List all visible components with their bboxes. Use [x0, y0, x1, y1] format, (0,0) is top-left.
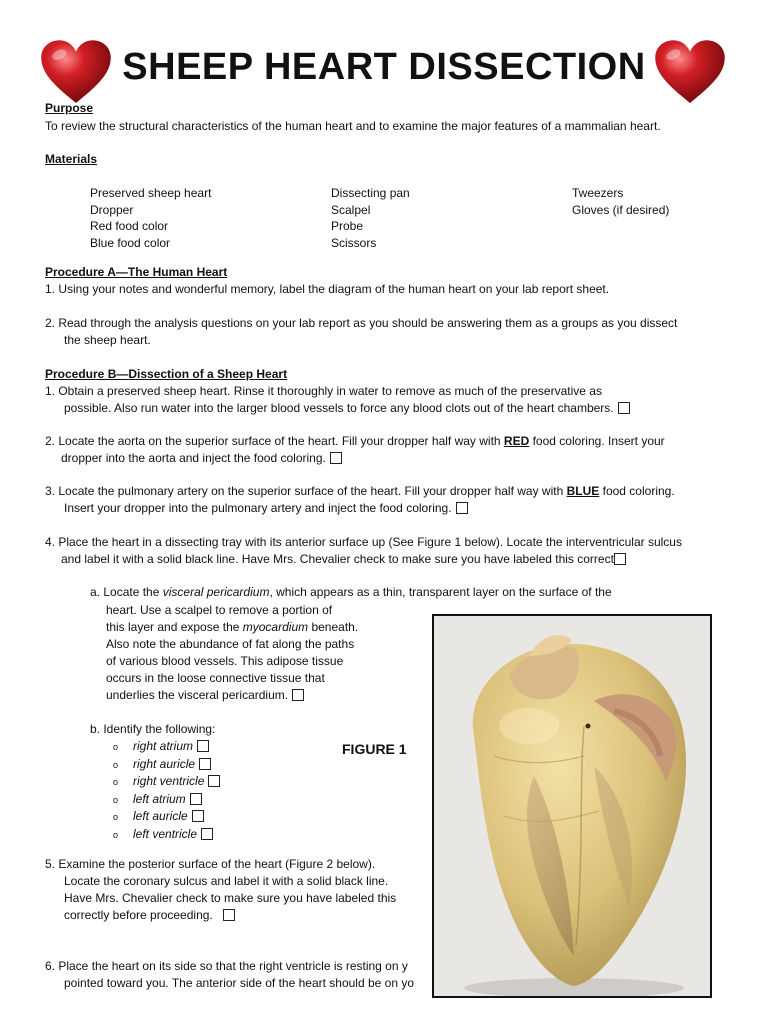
material-item: Red food color: [90, 219, 169, 233]
procedure-a-step-1: 1. Using your notes and wonderful memory, label the diagram of the human heart on your lab report sheet.: [45, 282, 610, 296]
step-4a-line: occurs in the loose connective tissue that: [106, 671, 325, 685]
checkbox[interactable]: [192, 810, 204, 822]
materials-column-2: [331, 185, 410, 251]
step-4a-line: underlies the visceral pericardium.: [106, 687, 304, 704]
checkbox[interactable]: [197, 740, 209, 752]
material-item: Blue food color: [90, 235, 171, 250]
step-5-line: Locate the coronary sulcus and label it with a solid black line.: [64, 874, 389, 888]
step-3: 3. Locate the pulmonary artery on the superior surface of the heart. Fill your dropper half way with BLUE food coloring.: [45, 484, 675, 498]
material-item: Dropper: [90, 202, 134, 217]
blue-emphasis: BLUE: [566, 484, 600, 498]
checkbox[interactable]: [618, 402, 630, 414]
purpose-text: To review the structural characteristics of the human heart and to examine the major features of a mammalian heart.: [45, 119, 661, 133]
step-5: 5. Examine the posterior surface of the heart (Figure 2 below).: [45, 857, 376, 871]
step-2-cont: dropper into the aorta and inject the food coloring.: [61, 450, 342, 467]
checkbox[interactable]: [614, 553, 626, 565]
step-5-line: correctly before proceeding.: [64, 907, 235, 924]
red-emphasis: RED: [503, 434, 530, 448]
procedure-a-step-2-cont: the sheep heart.: [64, 333, 151, 347]
material-item: Tweezers: [572, 186, 624, 200]
checkbox[interactable]: [456, 502, 468, 514]
step-4a-line: heart. Use a scalpel to remove a portion of: [106, 603, 333, 617]
figure-label: FIGURE 1: [342, 741, 407, 757]
procedure-a-step-2: 2. Read through the analysis questions on your lab report as you should be answering them as a groups as you dissect: [45, 316, 678, 330]
purpose-heading: Purpose: [45, 101, 94, 115]
checkbox[interactable]: [201, 828, 213, 840]
materials-column-1: [90, 185, 211, 251]
list-item: o right ventricle: [113, 773, 220, 791]
step-4b: b. Identify the following:: [90, 722, 216, 736]
checkbox[interactable]: [330, 452, 342, 464]
step-6: 6. Place the heart on its side so that the right ventricle is resting on y: [45, 959, 408, 973]
step-4a-line: of various blood vessels. This adipose tissue: [106, 654, 344, 668]
checkbox[interactable]: [292, 689, 304, 701]
list-item: o left auricle: [113, 808, 220, 826]
checkbox[interactable]: [223, 909, 235, 921]
step-5-line: Have Mrs. Chevalier check to make sure you have labeled this: [64, 891, 397, 905]
step-6-cont: pointed toward you. The anterior side of the heart should be on yo: [64, 976, 415, 990]
step-1-cont: possible. Also run water into the larger blood vessels to force any blood clots out of the heart chambers.: [64, 400, 630, 417]
step-4a-line: Also note the abundance of fat along the paths: [106, 637, 355, 651]
step-4a: a. Locate the visceral pericardium, which appears as a thin, transparent layer on the surface of the: [90, 585, 612, 599]
checkbox[interactable]: [199, 758, 211, 770]
material-item: Scalpel: [331, 202, 371, 217]
material-item: Scissors: [331, 235, 377, 250]
materials-heading: Materials: [45, 152, 98, 166]
material-item: Preserved sheep heart: [90, 186, 212, 200]
checkbox[interactable]: [208, 775, 220, 787]
material-item: Gloves (if desired): [572, 202, 670, 217]
step-4: 4. Place the heart in a dissecting tray with its anterior surface up (See Figure 1 below). Locate the interventricular sulcus: [45, 535, 682, 549]
checkbox[interactable]: [190, 793, 202, 805]
step-3-cont: Insert your dropper into the pulmonary artery and inject the food coloring.: [64, 500, 468, 517]
sheep-heart-image: [434, 616, 710, 996]
procedure-b-heading: Procedure B—Dissection of a Sheep Heart: [45, 367, 288, 381]
identify-list: [113, 738, 220, 843]
page-title: SHEEP HEART DISSECTION: [122, 46, 646, 88]
list-item: o right auricle: [113, 756, 220, 774]
step-4-cont: and label it with a solid black line. Have Mrs. Chevalier check to make sure you have labeled this correct: [61, 551, 626, 568]
step-4a-line: this layer and expose the myocardium beneath.: [106, 620, 359, 634]
figure-1-photo: [432, 614, 712, 998]
list-item: o right atrium: [113, 738, 220, 756]
list-item: o left ventricle: [113, 826, 220, 844]
list-item: o left atrium: [113, 791, 220, 809]
materials-column-3: [572, 185, 669, 218]
procedure-a-heading: Procedure A—The Human Heart: [45, 265, 228, 279]
step-2: 2. Locate the aorta on the superior surface of the heart. Fill your dropper half way with RED food coloring. Insert your: [45, 434, 665, 448]
material-item: Dissecting pan: [331, 186, 410, 200]
material-item: Probe: [331, 219, 364, 233]
step-1: 1. Obtain a preserved sheep heart. Rinse it thoroughly in water to remove as much of the preservative as: [45, 384, 602, 398]
